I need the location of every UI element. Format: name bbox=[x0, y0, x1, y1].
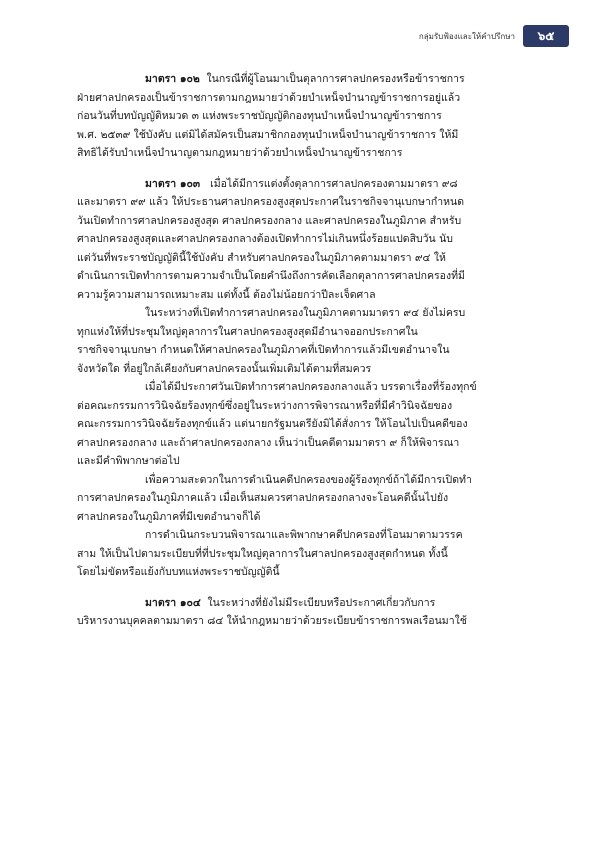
line bbox=[77, 70, 530, 89]
line-text: ในกรณีที่ผู้โอนมาเป็นตุลาการศาลปกครองหรือข้าราชการ bbox=[206, 73, 465, 85]
line: การศาลปกครองในภูมิภาคแล้ว เมื่อเห็นสมควรศาลปกครองกลางจะโอนคดีนั้นไปยัง bbox=[77, 492, 449, 504]
line: บริหารงานบุคคลตามมาตรา ๘๔ ให้นำกฎหมายว่าด้วยระเบียบข้าราชการพลเรือนมาใช้ bbox=[77, 615, 467, 627]
line: ในระหว่างที่เปิดทำการศาลปกครองในภูมิภาคตามมาตรา ๙๔ ยังไม่ครบ bbox=[145, 307, 466, 319]
page-number-badge: ๖๕ bbox=[523, 25, 569, 47]
line: ฝ่ายศาลปกครองเป็นข้าราชการตามกฎหมายว่าด้วยบำเหน็จบำนาญข้าราชการอยู่แล้ว bbox=[77, 91, 461, 104]
line-text: เมื่อได้มีการแต่งตั้งตุลาการศาลปกครองตามมาตรา ๙๘ bbox=[210, 177, 458, 190]
section-103-para-3 bbox=[77, 378, 530, 471]
section-title: มาตรา ๑๐๓ bbox=[145, 177, 201, 190]
line: ทุกแห่งให้ที่ประชุมใหญ่ตุลาการในศาลปกครองสูงสุดมีอำนาจออกประกาศใน bbox=[77, 325, 418, 338]
document-body bbox=[77, 70, 530, 631]
line: โดยไม่ขัดหรือแย้งกับบทแห่งพระราชบัญญัตินี้ bbox=[77, 566, 280, 578]
line: สาม ให้เป็นไปตามระเบียบที่ที่ประชุมใหญ่ตุลาการในศาลปกครองสูงสุดกำหนด ทั้งนี้ bbox=[77, 547, 448, 560]
line: ต่อคณะกรรมการวินิจฉัยร้องทุกข์ซึ่งอยู่ในระหว่างการพิจารณาหรือที่มีคำวินิจฉัยของ bbox=[77, 399, 453, 412]
section-103-para-5 bbox=[77, 526, 530, 582]
line-text: ในระหว่างที่ยังไม่มีระเบียบหรือประกาศเกี่ยวกับการ bbox=[207, 596, 436, 609]
line bbox=[77, 175, 530, 194]
line: ศาลปกครองสูงสุดและศาลปกครองกลางต้องเปิดทำการไม่เกินหนึ่งร้อยแปดสิบวัน นับ bbox=[77, 233, 453, 245]
header-label: กลุ่มรับฟ้องและให้คำปรึกษา bbox=[418, 31, 515, 41]
line: ดำเนินการเปิดทำการตามความจำเป็นโดยคำนึงถึงการคัดเลือกตุลาการศาลปกครองที่มี bbox=[77, 270, 465, 282]
line: ก่อนวันที่บทบัญญัติหมวด ๓ แห่งพระราชบัญญัติกองทุนบำเหน็จบำนาญข้าราชการ bbox=[77, 110, 442, 122]
section-title: มาตรา ๑๐๔ bbox=[145, 596, 201, 609]
line: วันเปิดทำการศาลปกครองสูงสุด ศาลปกครองกลาง และศาลปกครองในภูมิภาค สำหรับ bbox=[77, 214, 462, 227]
line: ราชกิจจานุเบกษา กำหนดให้ศาลปกครองในภูมิภาคที่เปิดทำการแล้วมีเขตอำนาจใน bbox=[77, 344, 450, 356]
page-header bbox=[419, 25, 569, 47]
line: คณะกรรมการวินิจฉัยร้องทุกข์แล้ว แต่นายกรัฐมนตรียังมิได้สั่งการ ให้โอนไปเป็นคดีของ bbox=[77, 418, 468, 430]
section-103 bbox=[77, 175, 530, 305]
section-title: มาตรา ๑๐๒ bbox=[145, 73, 200, 85]
section-104 bbox=[77, 594, 530, 631]
line bbox=[77, 594, 530, 613]
line: จังหวัดใด ที่อยู่ใกล้เคียงกับศาลปกครองนั้นเพิ่มเติมได้ตามที่สมควร bbox=[77, 362, 372, 375]
line: ศาลปกครองกลาง และถ้าศาลปกครองกลาง เห็นว่าเป็นคดีตามมาตรา ๙ ก็ให้พิจารณา bbox=[77, 436, 460, 449]
line: สิทธิได้รับบำเหน็จบำนาญตามกฎหมายว่าด้วยบำเหน็จบำนาญข้าราชการ bbox=[77, 147, 403, 159]
section-103-para-4 bbox=[77, 471, 530, 527]
line: เพื่อความสะดวกในการดำเนินคดีปกครองของผู้ร้องทุกข์ถ้าได้มีการเปิดทำ bbox=[145, 473, 472, 486]
line: และมาตรา ๙๙ แล้ว ให้ประธานศาลปกครองสูงสุดประกาศในราชกิจจานุเบกษากำหนด bbox=[77, 196, 465, 208]
line: แต่วันที่พระราชบัญญัตินี้ใช้บังคับ สำหรับศาลปกครองในภูมิภาคตามมาตรา ๙๔ ให้ bbox=[77, 251, 446, 264]
line: พ.ศ. ๒๕๓๙ ใช้บังคับ แต่มิได้สมัครเป็นสมาชิกกองทุนบำเหน็จบำนาญข้าราชการ ให้มี bbox=[77, 128, 459, 141]
line: และมีคำพิพากษาต่อไป bbox=[77, 455, 180, 467]
line: เมื่อได้มีประกาศวันเปิดทำการศาลปกครองกลางแล้ว บรรดาเรื่องที่ร้องทุกข์ bbox=[145, 381, 477, 393]
line: ศาลปกครองในภูมิภาคที่มีเขตอำนาจก็ได้ bbox=[77, 510, 261, 523]
line: การดำเนินกระบวนพิจารณาและพิพากษาคดีปกครองที่โอนมาตามวรรค bbox=[145, 529, 463, 541]
line: ความรู้ความสามารถเหมาะสม แต่ทั้งนี้ ต้องไม่น้อยกว่าปีละเจ็ดศาล bbox=[77, 288, 376, 301]
section-103-para-2 bbox=[77, 304, 530, 378]
section-102 bbox=[77, 70, 530, 163]
